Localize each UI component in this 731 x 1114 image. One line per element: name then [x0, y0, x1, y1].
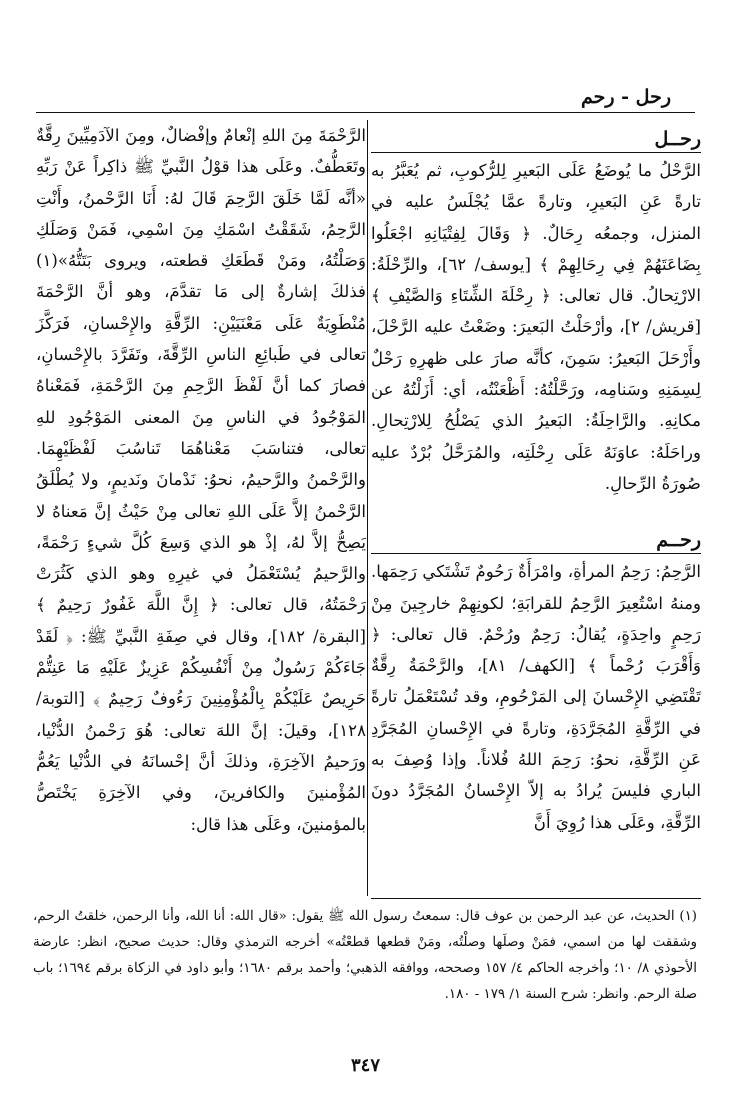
entry-rule-rahl [371, 152, 701, 153]
left-column [36, 120, 366, 840]
entry-text-rahm-continued: الرَّحْمَةَ مِنَ اللهِ إنْعامٌ وإفْضالٌ، ومِنَ الآدَمِيِّينَ رِقَّةٌ وتَعَطُّفٌ. وعَلَى هذا قوْلُ النَّبيِّ ﷺ ذاكِراً عَنْ رَبِّهِ «أنَّه لَمَّا خَلَقَ الرَّحِمَ قَالَ لهُ: أَنَا الرَّحْمنُ، وأَنْتِ الرَّحِمُ، شَقَقْتُ اسْمَكِ مِنَ اسْمِي، فَمَنْ وَصَلَكِ وَصَلْتُهُ، ومَنْ قَطَعَكِ قطعته، ويروى بَتَتُّهُ»(١) فذلكَ إشارةٌ إلى مَا تقدَّمَ، وهو أنَّ الرَّحْمَةَ مُنْطَوِيَةٌ عَلَى مَعْنَيَيْنِ: الرِّقَّةِ والإِحْسانِ، فَرَكَّزَ تعالى في طَبائِعِ الناسِ الرِّقَّةَ، وتَفَرَّدَ بالإِحْسانِ، فصارَ كما أنَّ لَفْظَ الرَّحِمِ مِنَ الرَّحْمَةِ، فَمَعْناهُ المَوْجُودُ في الناسِ مِنَ المعنى المَوْجُودِ للهِ تعالى، فتناسَبَ مَعْناهُمَا تَناسُبَ لَفْظَيْهِمَا. والرَّحْمنُ والرَّحيمُ، نحوُ: نَدْمانَ ونَديمٍ، ولا يُطْلَقُ الرَّحْمنُ إلاَّ عَلَى اللهِ تعالى مِنْ حَيْثُ إنَّ مَعناهُ لا يَصِحُّ إلاَّ لهُ، إذْ هو الذي وَسِعَ كُلَّ شيءٍ رَحْمَةً، والرَّحيمُ يُسْتَعْمَلُ في غيرِهِ وهو الذي كَثُرَتْ رَحْمَتُهُ، قال تعالى: ﴿ إِنَّ اللَّهَ غَفُورٌ رَحِيمٌ ﴾ [البقرة/ ١٨٢]، وقال في صِفَةِ النَّبيِّ ﷺ: ﴿ لَقَدْ جَاءَكُمْ رَسُولٌ مِنْ أَنْفُسِكُمْ عَزِيزٌ عَلَيْهِ مَا عَنِتُّمْ حَرِيصٌ عَلَيْكُمْ بِالْمُؤْمِنِينَ رَءُوفٌ رَحِيمٌ ﴾ [التوبة/ ١٢٨]، وقيلَ: إنَّ اللهَ تعالى: هُوَ رَحْمنُ الدُّنْيا، ورَحيمُ الآخِرَةِ، وذلكَ أنَّ إحْسانَهُ في الدُّنْيا يَعُمُّ المُؤْمنينَ والكافرينَ، وفي الآخِرَةِ يَخْتَصُّ بالمؤمنينَ، وعَلَى هذا قال: [36, 126, 366, 834]
header-rule [36, 112, 695, 113]
column-divider [367, 120, 368, 896]
entry-gap [371, 499, 701, 521]
entry-rule-rahm [371, 553, 701, 554]
entry-heading-rahm: رحــم [656, 529, 701, 552]
footnote-rule [371, 898, 701, 899]
right-column [371, 120, 701, 838]
footnote: (١) الحديث، عن عبد الرحمن بن عوف قال: سمعتُ رسول الله ﷺ يقول: «قال الله: أنا الله، وأنا الرحمن، خلقتُ الرحم، وشققت لها من اسمي، فمَنْ وصلَها وصلْتُه، ومَنْ قطعها قطعْتُه» أخرجه الترمذي وقال: حديث صحيح، انظر: عارضة الأحوذي ٨/ ١٠؛ وأخرجه الحاكم ٤/ ١٥٧ وصححه، ووافقه الذهبي؛ وأحمد برقم ١٦٨٠؛ وأبو داود في الزكاة برقم ١٦٩٤؛ باب صلة الرحم. وانظر: شرح السنة ١/ ١٧٩ - ١٨٠. [33, 909, 697, 1002]
entry-text-rahm-start: الرَّحِمُ: رَحِمُ المرأةِ، وامْرَأَةٌ رَحُومٌ تَشْتَكي رَحِمَها. ومنهُ اسْتُعِيرَ الرَّحِمُ للقرابَةِ؛ لكونِهِمْ خارجِينَ مِنْ رَحِمٍ واحِدَةٍ، يُقالُ: رَحِمٌ ورُحْمٌ. قال تعالى: ﴿ وَأَقْرَبَ رُحْماً ﴾ [الكهف/ ٨١]، والرَّحْمَةُ رِقَّةٌ تَقْتَضِي الإِحْسانَ إلى المَرْحُومِ، وقد تُسْتَعْمَلُ تارةً في الرِّقَّةِ المُجَرَّدَةِ، وتارةً في الإِحْسانِ المُجَرَّدِ عَنِ الرِّقَّةِ، نحوُ: رَحِمَ اللهُ فُلاناً. وإذا وُصِفَ به الباري فليسَ يُرادُ به إلاّ الإِحْسانُ المُجَرَّدُ دونَ الرِّقَّةِ، وعَلَى هذا رُوِيَ أَنَّ [371, 562, 702, 832]
page-number: ٣٤٧ [350, 1055, 380, 1076]
entry-text-rahl: الرَّحْلُ ما يُوضَعُ عَلَى البَعيرِ لِلرُّكوبِ، ثم يُعَبَّرُ به تارةً عَنِ البَعيرِ، وتارةً عمَّا يُجْلَسُ عليه في المنزل، وجمعُه رِحَالٌ. ﴿ وَقَالَ لِفِتْيَانِهِ اجْعَلُوا بِضَاعَتَهُمْ فِي رِحَالِهِمْ ﴾ [يوسف/ ٦٢]، والرِّحْلَةُ: الارْتِحالُ. قال تعالى: ﴿ رِحْلَةَ الشِّتَاءِ وَالصَّيْفِ ﴾ [قريش/ ٢]، وأرْحَلْتُ البَعيرَ: وضَعْتُ عليه الرَّحْلَ، وأَرْحَلَ البَعيرُ: سَمِنَ، كأنَّه صارَ على ظهرِهِ رَحْلٌ لِسِمَنِهِ وسَنامِه، ورَحَّلْتُهُ: أَظْعَنْتُه، أي: أَزَلْتُهُ عن مكانِهِ. والرَّاحِلَةُ: البَعيرُ الذي يَصْلُحُ لِلارْتِحالِ. وراحَلَهُ: عاوَنَهُ عَلَى رِحْلَتِه، والمُرَحَّلُ بُرْدٌ عليه صُورَةُ الرِّحالِ. [371, 161, 701, 493]
page-header-title: رحل - رحم [581, 86, 671, 108]
entry-heading-rahl: رحــل [654, 128, 701, 150]
